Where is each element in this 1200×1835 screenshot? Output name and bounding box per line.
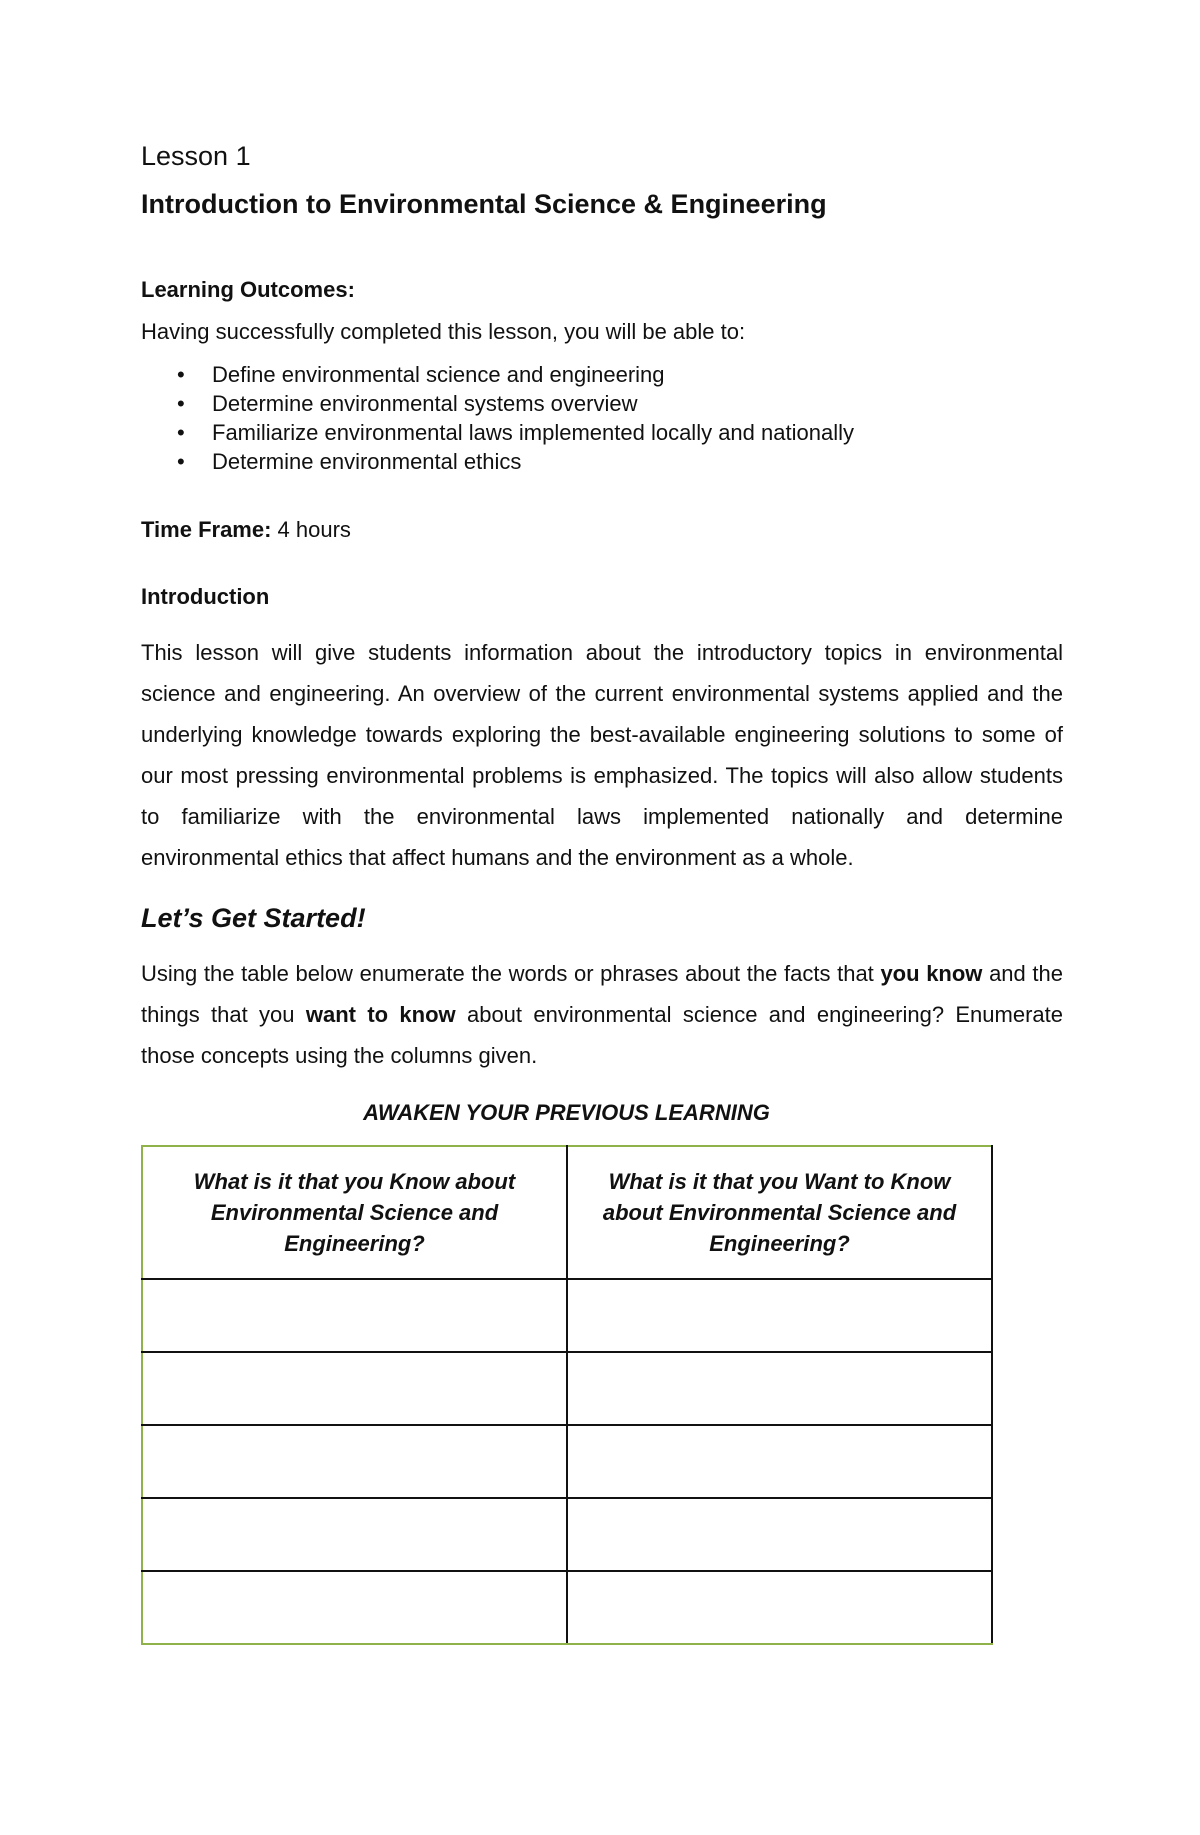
know-cell[interactable] (142, 1279, 567, 1352)
want-cell[interactable] (567, 1498, 992, 1571)
introduction-heading: Introduction (141, 584, 270, 609)
header-know: What is it that you Know about Environmental Science and Engineering? (142, 1146, 567, 1279)
learning-outcomes-intro: Having successfully completed this lesson, you will be able to: (141, 319, 746, 344)
time-frame-label: Time Frame: (141, 517, 272, 542)
list-item (141, 418, 854, 447)
lesson-title: Introduction to Environmental Science & Engineering (141, 189, 827, 219)
want-cell[interactable] (567, 1352, 992, 1425)
know-cell[interactable] (142, 1425, 567, 1498)
outcome-text: Determine environmental systems overview (212, 391, 638, 416)
paragraph-text: Using the table below enumerate the words or phrases about the facts that (141, 961, 881, 986)
you-know-emphasis: you know (880, 961, 983, 986)
lets-get-started-heading: Let’s Get Started! (141, 903, 366, 933)
want-to-know-emphasis: want to know (305, 1002, 456, 1027)
paragraph-text: and the things that you (141, 961, 1063, 1027)
table-row (142, 1498, 992, 1571)
table-header-row (142, 1146, 992, 1279)
know-want-table (141, 1145, 993, 1645)
list-item (141, 360, 854, 389)
table-row (142, 1352, 992, 1425)
introduction-paragraph: This lesson will give students information about the introductory topics in environmental science and engineering. An overview of the current environmental systems applied and the underlying knowledge towards exploring the best-available engineering solutions to some of our most pressing environmental problems is emphasized. The topics will also allow students to familiarize with the environmental laws implemented nationally and determine environmental ethics that affect humans and the environment as a whole. (141, 640, 1063, 870)
learning-outcomes-heading: Learning Outcomes: (141, 277, 355, 302)
lesson-number: Lesson 1 (141, 141, 251, 171)
know-cell[interactable] (142, 1498, 567, 1571)
header-want-to-know: What is it that you Want to Know about Environmental Science and Engineering? (567, 1146, 992, 1279)
know-cell[interactable] (142, 1571, 567, 1644)
bullet-icon: • (177, 362, 185, 387)
know-cell[interactable] (142, 1352, 567, 1425)
want-cell[interactable] (567, 1425, 992, 1498)
lets-get-started-paragraph (141, 953, 1063, 1076)
bullet-icon: • (177, 420, 185, 445)
table-row (142, 1571, 992, 1644)
table-caption: AWAKEN YOUR PREVIOUS LEARNING (363, 1100, 770, 1125)
want-cell[interactable] (567, 1279, 992, 1352)
learning-outcomes-list (141, 360, 854, 476)
time-frame (141, 517, 351, 543)
paragraph-text: about environmental science and engineering? Enumerate those concepts using the columns given. (141, 1002, 1063, 1068)
bullet-icon: • (177, 449, 185, 474)
table-row (142, 1425, 992, 1498)
outcome-text: Determine environmental ethics (212, 449, 522, 474)
outcome-text: Familiarize environmental laws implemented locally and nationally (212, 420, 854, 445)
list-item (141, 447, 854, 476)
time-frame-value: 4 hours (271, 517, 351, 542)
table-row (142, 1279, 992, 1352)
want-cell[interactable] (567, 1571, 992, 1644)
list-item (141, 389, 854, 418)
bullet-icon: • (177, 391, 185, 416)
outcome-text: Define environmental science and engineering (212, 362, 665, 387)
